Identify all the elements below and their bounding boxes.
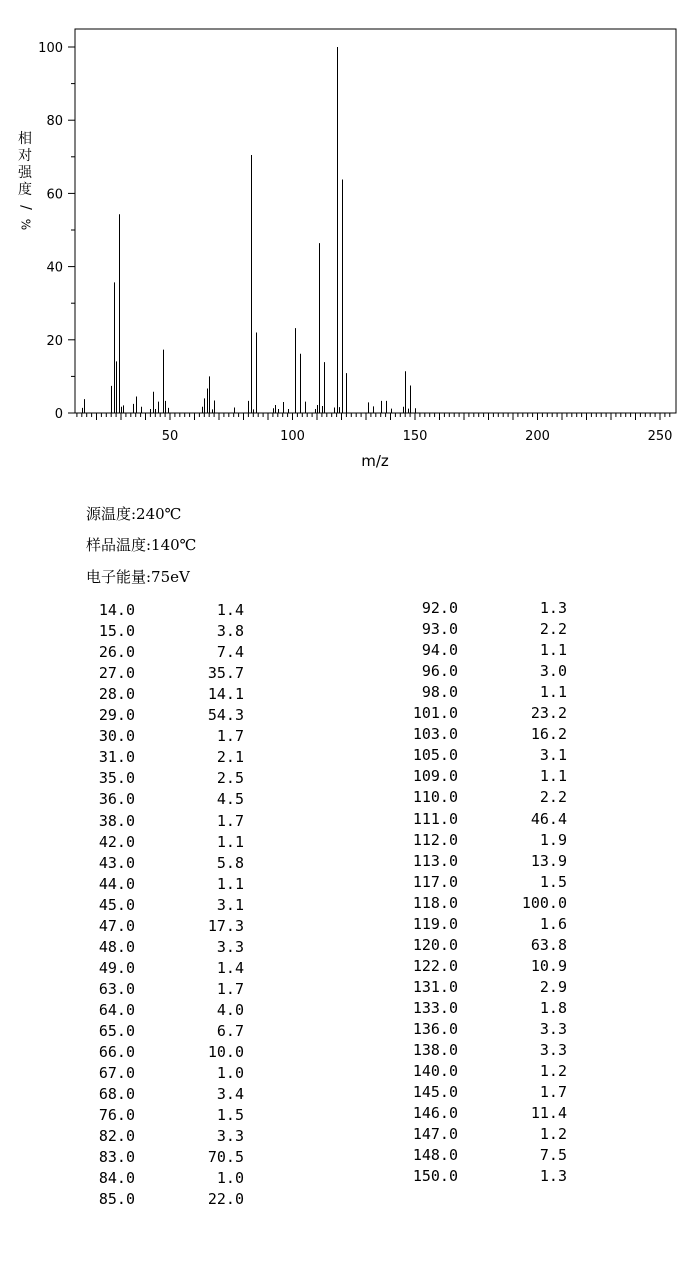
y-tick-label: 80 [46,114,63,130]
intensity-value: 22.0 [207,1190,244,1209]
table-row [0,957,687,978]
intensity-value: 2.5 [216,769,244,788]
intensity-value: 2.2 [539,620,567,639]
intensity-value: 1.4 [216,601,244,619]
mz-value: 28.0 [98,685,135,704]
table-row [0,1167,687,1188]
intensity-value: 1.7 [539,1083,567,1102]
mz-value: 105.0 [412,746,458,765]
mz-value: 122.0 [412,956,458,975]
intensity-value: 1.6 [539,914,567,933]
intensity-value: 1.8 [539,998,567,1017]
mz-value: 67.0 [98,1064,135,1083]
intensity-value: 3.1 [216,895,244,914]
table-row [0,894,687,915]
mz-value: 103.0 [412,725,458,744]
mz-value: 64.0 [98,1000,135,1019]
intensity-value: 1.3 [539,599,567,617]
intensity-value: 6.7 [216,1022,244,1040]
intensity-value: 35.7 [207,664,244,683]
table-row [0,1041,687,1062]
mz-value: 94.0 [421,641,458,660]
table-row [0,810,687,831]
intensity-value: 3.1 [539,746,567,765]
mz-value: 47.0 [98,916,135,935]
y-axis-label-char: % [18,218,33,231]
y-tick-label: 60 [46,187,63,203]
mz-value: 119.0 [412,914,458,933]
mz-value: 146.0 [412,1104,458,1123]
intensity-value: 3.3 [539,1041,567,1060]
intensity-value: 13.9 [530,851,567,870]
y-axis-label-char: 对 [18,148,32,164]
table-row [0,1083,687,1104]
x-axis-label: m/z [361,452,389,470]
table-row [0,1125,687,1146]
mz-value: 65.0 [98,1022,135,1040]
intensity-value: 16.2 [530,725,567,744]
mz-value: 140.0 [412,1062,458,1081]
intensity-value: 1.9 [539,830,567,849]
table-row [0,852,687,873]
mz-value: 147.0 [412,1125,458,1144]
table-row [0,746,687,767]
intensity-value: 1.3 [539,1167,567,1186]
y-axis-label-char: 度 [18,182,32,198]
x-tick-label: 200 [525,429,550,444]
table-row [0,831,687,852]
mz-value: 148.0 [412,1146,458,1165]
mz-value: 98.0 [421,683,458,702]
x-axis [77,413,673,444]
intensity-value: 7.5 [539,1146,567,1165]
mz-value: 117.0 [412,872,458,891]
intensity-value: 1.4 [216,958,244,977]
x-tick-label: 50 [161,429,179,444]
intensity-value: 1.1 [216,832,244,851]
intensity-value: 1.7 [216,979,244,998]
table-row [0,915,687,936]
mz-value: 118.0 [412,893,458,912]
mz-value: 26.0 [98,643,135,662]
mz-value: 45.0 [98,895,135,914]
table-row [0,1146,687,1167]
y-tick-label: 20 [46,333,63,349]
intensity-value: 5.8 [216,853,244,872]
intensity-value: 3.0 [539,662,567,681]
intensity-value: 4.5 [216,790,244,809]
mz-value: 36.0 [98,790,135,809]
mz-value: 85.0 [98,1190,135,1209]
source-temperature: 源温度:240℃ [86,505,182,523]
intensity-value: 3.3 [216,937,244,956]
electron-energy: 电子能量:75eV [86,568,190,586]
y-tick-label: 100 [38,41,63,56]
mz-value: 112.0 [412,830,458,849]
table-row [0,767,687,788]
mz-value: 44.0 [98,874,135,893]
mz-value: 109.0 [412,767,458,786]
intensity-value: 54.3 [207,706,244,725]
intensity-value: 63.8 [530,935,567,954]
table-row [0,873,687,894]
intensity-value: 3.3 [539,1020,567,1038]
mz-value: 35.0 [98,769,135,788]
mz-value: 66.0 [98,1043,135,1062]
x-tick-label: 250 [647,429,673,444]
mz-value: 131.0 [412,977,458,996]
intensity-value: 3.8 [216,622,244,641]
intensity-value: 14.1 [207,685,244,704]
table-row [0,1104,687,1125]
mz-value: 133.0 [412,998,458,1017]
x-tick-label: 100 [280,429,305,444]
intensity-value: 1.0 [216,1064,244,1083]
plot-frame [75,29,676,413]
table-row [0,1062,687,1083]
mz-value: 15.0 [98,622,135,641]
intensity-value: 2.9 [539,977,567,996]
intensity-value: 23.2 [530,704,567,723]
y-axis-label-char: / [17,205,34,210]
table-row [0,704,687,725]
intensity-value: 1.2 [539,1125,567,1144]
table-row [0,999,687,1020]
mz-value: 30.0 [98,727,135,746]
mz-value: 76.0 [98,1106,135,1125]
table-row [0,788,687,809]
intensity-value: 1.5 [216,1106,244,1125]
mz-value: 82.0 [98,1127,135,1146]
spectrum-bars [83,47,416,413]
intensity-value: 1.1 [539,641,567,660]
mz-value: 83.0 [98,1148,135,1167]
mz-value: 145.0 [412,1083,458,1102]
mz-value: 150.0 [412,1167,458,1186]
intensity-value: 4.0 [216,1000,244,1019]
x-tick-label: 150 [402,429,428,444]
table-row [0,1020,687,1041]
intensity-value: 1.7 [216,811,244,830]
table-row [0,683,687,704]
intensity-value: 1.1 [539,767,567,786]
intensity-value: 1.1 [539,683,567,702]
mz-value: 31.0 [98,748,135,767]
intensity-value: 17.3 [207,916,244,935]
intensity-value: 70.5 [207,1148,244,1167]
mz-value: 113.0 [412,851,458,870]
mz-value: 110.0 [412,788,458,807]
intensity-value: 10.9 [530,956,567,975]
mz-value: 43.0 [98,853,135,872]
mz-value: 111.0 [412,809,458,828]
y-tick-label: 40 [46,260,63,276]
table-row [0,936,687,957]
mass-spectrum-chart [0,0,687,480]
intensity-value: 2.1 [216,748,244,767]
intensity-value: 2.2 [539,788,567,807]
y-axis [38,41,75,422]
mz-value: 48.0 [98,937,135,956]
intensity-value: 1.5 [539,872,567,891]
intensity-value: 10.0 [207,1043,244,1062]
mz-value: 92.0 [421,599,458,617]
intensity-value: 1.7 [216,727,244,746]
y-axis-label-char: 相 [18,131,32,147]
mz-value: 38.0 [98,811,135,830]
mz-value: 138.0 [412,1041,458,1060]
mz-value: 101.0 [412,704,458,723]
mz-value: 27.0 [98,664,135,683]
mz-value: 49.0 [98,958,135,977]
y-tick-label: 0 [54,407,63,422]
intensity-value: 46.4 [530,809,567,828]
mz-value: 84.0 [98,1169,135,1188]
intensity-value: 7.4 [216,643,244,662]
table-row [0,978,687,999]
y-axis-label-char: 强 [18,165,32,181]
intensity-value: 3.3 [216,1127,244,1146]
mz-value: 14.0 [98,601,135,619]
table-row [0,662,687,683]
mz-value: 42.0 [98,832,135,851]
table-row [0,620,687,641]
mz-value: 96.0 [421,662,458,681]
table-row [0,725,687,746]
table-row [0,599,687,620]
mz-value: 136.0 [412,1020,458,1038]
sample-temperature: 样品温度:140℃ [86,536,197,554]
mz-value: 120.0 [412,935,458,954]
table-row [0,1190,687,1211]
mz-value: 68.0 [98,1085,135,1104]
intensity-value: 1.0 [216,1169,244,1188]
intensity-value: 11.4 [530,1104,567,1123]
mz-value: 63.0 [98,979,135,998]
intensity-value: 1.1 [216,874,244,893]
intensity-value: 100.0 [521,893,567,912]
mz-value: 93.0 [421,620,458,639]
intensity-value: 1.2 [539,1062,567,1081]
table-row [0,641,687,662]
intensity-value: 3.4 [216,1085,244,1104]
mz-value: 29.0 [98,706,135,725]
